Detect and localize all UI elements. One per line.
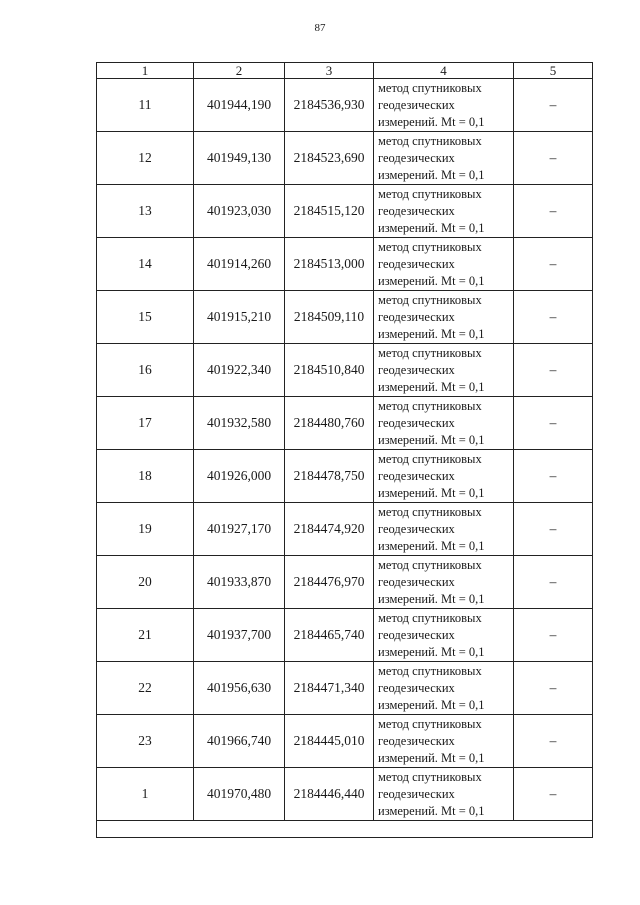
table-row [97, 503, 593, 556]
cell-x-coordinate: 401949,130 [194, 132, 285, 185]
cell-method [374, 715, 514, 768]
method-line: метод спутниковых [378, 716, 482, 731]
cell-x-coordinate: 401932,580 [194, 397, 285, 450]
cell-point-number: 19 [97, 503, 194, 556]
cell-col-5: – [514, 768, 593, 821]
cell-method [374, 132, 514, 185]
table-row [97, 79, 593, 132]
cell-point-number: 18 [97, 450, 194, 503]
table-row [97, 662, 593, 715]
empty-row [97, 821, 593, 838]
header-col-5: 5 [514, 63, 593, 79]
cell-x-coordinate: 401966,740 [194, 715, 285, 768]
method-line: метод спутниковых [378, 451, 482, 466]
method-line: геодезических [378, 150, 455, 165]
cell-y-coordinate: 2184509,110 [285, 291, 374, 344]
cell-col-5: – [514, 79, 593, 132]
coordinates-table [96, 62, 593, 838]
table-row [97, 238, 593, 291]
table-header [97, 63, 593, 79]
cell-point-number: 15 [97, 291, 194, 344]
method-line: измерений. Mt = 0,1 [378, 220, 485, 235]
method-line: метод спутниковых [378, 186, 482, 201]
cell-col-5: – [514, 715, 593, 768]
cell-method [374, 238, 514, 291]
table-row [97, 450, 593, 503]
method-line: метод спутниковых [378, 80, 482, 95]
method-line: измерений. Mt = 0,1 [378, 538, 485, 553]
method-line: геодезических [378, 256, 455, 271]
cell-point-number: 1 [97, 768, 194, 821]
cell-x-coordinate: 401927,170 [194, 503, 285, 556]
method-line: геодезических [378, 309, 455, 324]
cell-method [374, 291, 514, 344]
method-line: геодезических [378, 362, 455, 377]
cell-point-number: 23 [97, 715, 194, 768]
method-line: геодезических [378, 680, 455, 695]
method-line: метод спутниковых [378, 663, 482, 678]
cell-col-5: – [514, 503, 593, 556]
header-col-2: 2 [194, 63, 285, 79]
method-line: измерений. Mt = 0,1 [378, 750, 485, 765]
method-line: измерений. Mt = 0,1 [378, 485, 485, 500]
cell-col-5: – [514, 185, 593, 238]
cell-x-coordinate: 401915,210 [194, 291, 285, 344]
method-line: геодезических [378, 521, 455, 536]
empty-cell [97, 821, 593, 838]
table-row [97, 291, 593, 344]
cell-col-5: – [514, 450, 593, 503]
cell-x-coordinate: 401970,480 [194, 768, 285, 821]
cell-point-number: 17 [97, 397, 194, 450]
page-number: 87 [314, 22, 326, 34]
cell-y-coordinate: 2184446,440 [285, 768, 374, 821]
method-line: метод спутниковых [378, 398, 482, 413]
table-row [97, 397, 593, 450]
cell-x-coordinate: 401933,870 [194, 556, 285, 609]
cell-y-coordinate: 2184476,970 [285, 556, 374, 609]
method-line: измерений. Mt = 0,1 [378, 379, 485, 394]
method-line: измерений. Mt = 0,1 [378, 644, 485, 659]
method-line: геодезических [378, 415, 455, 430]
method-line: геодезических [378, 733, 455, 748]
method-line: геодезических [378, 97, 455, 112]
cell-y-coordinate: 2184510,840 [285, 344, 374, 397]
cell-col-5: – [514, 238, 593, 291]
cell-col-5: – [514, 662, 593, 715]
method-line: геодезических [378, 627, 455, 642]
cell-col-5: – [514, 291, 593, 344]
cell-x-coordinate: 401914,260 [194, 238, 285, 291]
cell-y-coordinate: 2184513,000 [285, 238, 374, 291]
method-line: геодезических [378, 574, 455, 589]
cell-method [374, 397, 514, 450]
method-line: метод спутниковых [378, 345, 482, 360]
cell-point-number: 20 [97, 556, 194, 609]
cell-point-number: 22 [97, 662, 194, 715]
cell-method [374, 450, 514, 503]
cell-method [374, 662, 514, 715]
method-line: метод спутниковых [378, 239, 482, 254]
cell-y-coordinate: 2184445,010 [285, 715, 374, 768]
cell-col-5: – [514, 556, 593, 609]
cell-point-number: 16 [97, 344, 194, 397]
cell-y-coordinate: 2184536,930 [285, 79, 374, 132]
header-row [97, 63, 593, 79]
cell-point-number: 13 [97, 185, 194, 238]
header-col-3: 3 [285, 63, 374, 79]
cell-x-coordinate: 401926,000 [194, 450, 285, 503]
cell-method [374, 185, 514, 238]
method-line: метод спутниковых [378, 610, 482, 625]
method-line: метод спутниковых [378, 769, 482, 784]
method-line: измерений. Mt = 0,1 [378, 114, 485, 129]
cell-y-coordinate: 2184480,760 [285, 397, 374, 450]
table-row [97, 344, 593, 397]
cell-x-coordinate: 401937,700 [194, 609, 285, 662]
table-row [97, 715, 593, 768]
method-line: измерений. Mt = 0,1 [378, 697, 485, 712]
cell-x-coordinate: 401922,340 [194, 344, 285, 397]
cell-point-number: 14 [97, 238, 194, 291]
cell-col-5: – [514, 344, 593, 397]
cell-x-coordinate: 401956,630 [194, 662, 285, 715]
method-line: метод спутниковых [378, 292, 482, 307]
header-col-4: 4 [374, 63, 514, 79]
table-row [97, 768, 593, 821]
method-line: измерений. Mt = 0,1 [378, 591, 485, 606]
method-line: измерений. Mt = 0,1 [378, 432, 485, 447]
cell-method [374, 556, 514, 609]
method-line: геодезических [378, 468, 455, 483]
method-line: метод спутниковых [378, 504, 482, 519]
cell-y-coordinate: 2184465,740 [285, 609, 374, 662]
method-line: метод спутниковых [378, 133, 482, 148]
cell-col-5: – [514, 609, 593, 662]
cell-y-coordinate: 2184515,120 [285, 185, 374, 238]
method-line: геодезических [378, 203, 455, 218]
cell-method [374, 768, 514, 821]
cell-method [374, 344, 514, 397]
cell-col-5: – [514, 132, 593, 185]
cell-method [374, 503, 514, 556]
cell-method [374, 79, 514, 132]
cell-y-coordinate: 2184474,920 [285, 503, 374, 556]
cell-x-coordinate: 401923,030 [194, 185, 285, 238]
method-line: измерений. Mt = 0,1 [378, 167, 485, 182]
table-row [97, 609, 593, 662]
table-row [97, 132, 593, 185]
method-line: измерений. Mt = 0,1 [378, 326, 485, 341]
table-row [97, 556, 593, 609]
header-col-1: 1 [97, 63, 194, 79]
cell-y-coordinate: 2184471,340 [285, 662, 374, 715]
cell-y-coordinate: 2184523,690 [285, 132, 374, 185]
cell-col-5: – [514, 397, 593, 450]
table-row [97, 185, 593, 238]
cell-point-number: 21 [97, 609, 194, 662]
cell-x-coordinate: 401944,190 [194, 79, 285, 132]
method-line: метод спутниковых [378, 557, 482, 572]
cell-method [374, 609, 514, 662]
cell-y-coordinate: 2184478,750 [285, 450, 374, 503]
method-line: измерений. Mt = 0,1 [378, 273, 485, 288]
cell-point-number: 11 [97, 79, 194, 132]
method-line: геодезических [378, 786, 455, 801]
table-body [97, 79, 593, 838]
method-line: измерений. Mt = 0,1 [378, 803, 485, 818]
cell-point-number: 12 [97, 132, 194, 185]
